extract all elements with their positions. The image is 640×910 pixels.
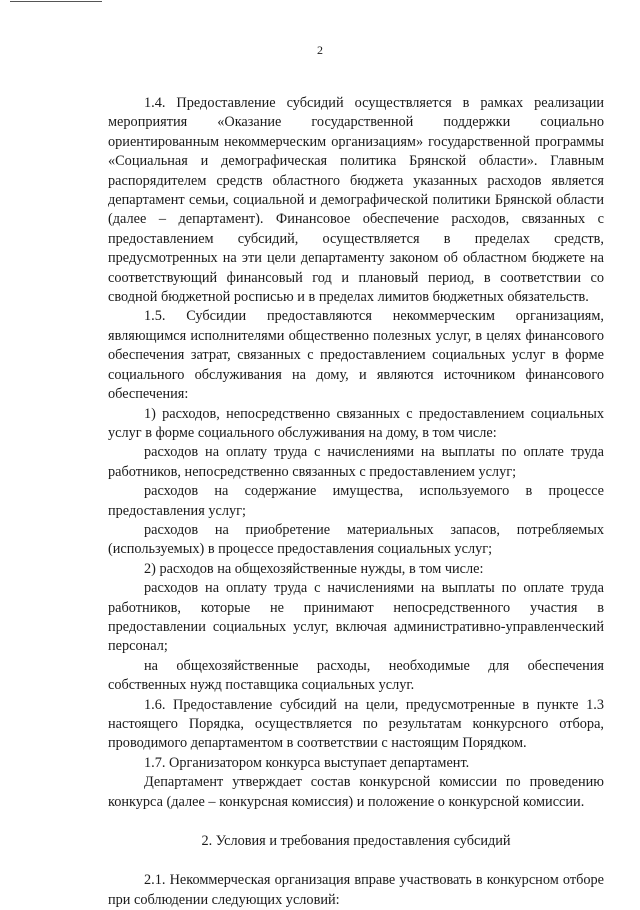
scan-top-edge (0, 0, 640, 4)
list-item-2: 2) расходов на общехозяйственные нужды, в том числе: (144, 560, 484, 577)
paragraph-1-7: 1.7. Организатором конкурса выступает департамент. (144, 754, 470, 771)
page-number: 2 (317, 43, 323, 57)
section-heading: 2. Условия и требования предоставления субсидий (201, 833, 511, 850)
paragraph-2-1: 2.1. Некоммерческая организация вправе участвовать в конкурсном отборе при соблюдении следующих условий: (108, 872, 604, 908)
list-item-1: 1) расходов, непосредственно связанных с предоставлением социальных услуг в форме социального обслуживания на дому, в том числе: (108, 405, 604, 441)
list-subitem-materials-costs: расходов на приобретение материальных запасов, потребляемых (используемых) в процессе предоставления социальных услуг; (108, 521, 604, 558)
paragraph-commission: Департамент утверждает состав конкурсной комиссии по проведению конкурса (далее – конкурсная комиссия) и положение о конкурсной комиссии. (108, 774, 604, 810)
list-subitem-general-costs: на общехозяйственные расходы, необходимые для обеспечения собственных нужд поставщика социальных услуг. (108, 657, 604, 694)
list-subitem-admin-labor-costs: расходов на оплату труда с начислениями на выплаты по оплате труда работников, которые не принимают непосредственного участия в предоставлении социальных услуг, включая административно-управленческий персонал; (108, 580, 604, 655)
list-subitem-property-costs: расходов на содержание имущества, используемого в процессе предоставления услуг; (108, 483, 604, 519)
list-subitem-labor-costs: расходов на оплату труда с начислениями на выплаты по оплате труда работников, непосредственно связанных с предоставлением услуг; (108, 444, 604, 480)
paragraph-1-4: 1.4. Предоставление субсидий осуществляется в рамках реализации мероприятия «Оказание государственной поддержки социально ориентированным некоммерческим организациям» государственной программы «Социальная и демографическая политика Брянской области». Главным распорядителем средств областного бюджета указанных расходов является департамент семьи, социальной и демографической политики Брянской области (далее – департамент). Финансовое обеспечение расходов, связанных с предоставлением субсидий, осуществляется в пределах средств, предусмотренных на эти цели департаменту законом об областном бюджете на соответствующий финансовый год и плановый период, в соответствии со сводной бюджетной росписью и в пределах лимитов бюджетных обязательств. (108, 95, 604, 306)
document-body (108, 94, 604, 910)
paragraph-1-5: 1.5. Субсидии предоставляются некоммерческим организациям, являющимся исполнителями общественно полезных услуг, в целях финансового обеспечения затрат, связанных с предоставлением социальных услуг в форме социального обслуживания на дому, и являются источником финансового обеспечения: (108, 308, 604, 403)
paragraph-1-6: 1.6. Предоставление субсидий на цели, предусмотренные в пункте 1.3 настоящего Порядка, осуществляется по результатам конкурсного отбора, проводимого департаментом в соответствии с настоящим Порядком. (108, 696, 604, 752)
